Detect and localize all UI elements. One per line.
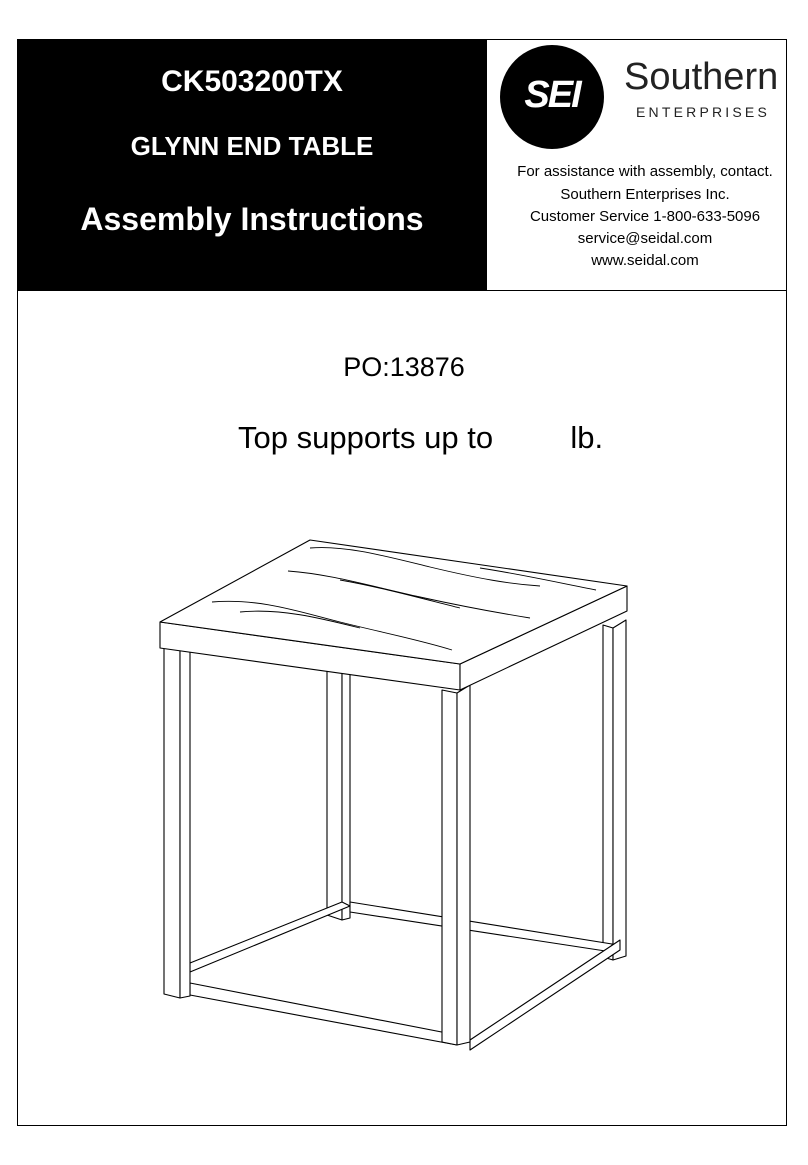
product-name: GLYNN END TABLE: [130, 131, 374, 161]
model-number: CK503200TX: [161, 65, 343, 98]
contact-email[interactable]: service@seidal.com: [577, 230, 713, 247]
po-number: PO:13876: [343, 352, 465, 382]
header-divider: [17, 290, 787, 291]
title-block: [17, 39, 487, 291]
capacity-prefix: Top supports up to: [238, 420, 494, 455]
brand-name: Southern: [624, 56, 779, 98]
end-table-illustration: [150, 530, 650, 1060]
weight-capacity: [238, 420, 603, 456]
contact-company: Southern Enterprises Inc.: [560, 186, 730, 203]
contact-phone: Customer Service 1-800-633-5096: [529, 208, 761, 225]
capacity-unit: lb.: [570, 420, 604, 455]
logo-mark: SEI: [524, 74, 580, 116]
brand-logo-icon: [500, 45, 604, 149]
contact-website[interactable]: www.seidal.com: [591, 252, 699, 269]
bottom-frame: [190, 902, 620, 1050]
tabletop: [160, 540, 627, 690]
front-legs: [164, 646, 470, 1045]
document-title: Assembly Instructions: [80, 201, 424, 237]
brand-subname: ENTERPRISES: [636, 104, 770, 120]
contact-line: For assistance with assembly, contact.: [517, 163, 773, 180]
